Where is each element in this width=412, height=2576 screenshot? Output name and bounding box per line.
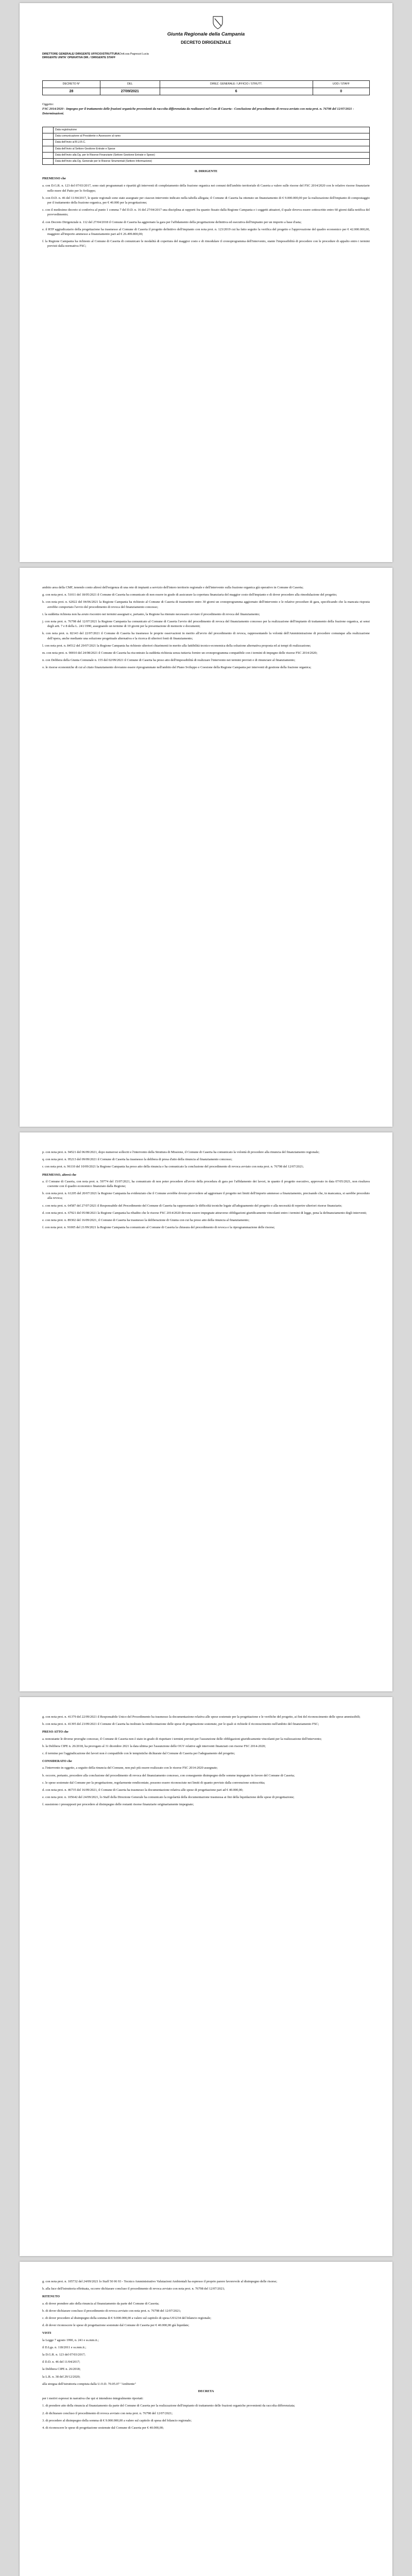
registration-row: Data comunicazione al Presidente o Assessore al ramo: [54, 133, 370, 140]
subject-text: FSC 2014/2020 - Impegno per il trattamento delle frazioni organiche provenienti da raccolta differenziata da realizzarsi nel Com di Caserta - Conclusione del procedimento di revoca avviato con nota prot. n. 76798 del 12/07/2021 - Determinazioni.: [42, 107, 354, 115]
paragraph: o. le risorse economiche di cui al citato finanziamento dovranno essere riprogrammate nell'ambito del Piano Sviluppo e Coesione della Regione Campania per interventi di gestione della frazione organica;: [42, 666, 312, 670]
section-heading: IL DIRIGENTE: [194, 170, 218, 173]
list-item: la D.G.R. n. 123 del 07/03/2017;: [42, 2353, 85, 2357]
paragraph: p. con nota prot. n. 94521 del 06/09/2021, dopo numerosi solleciti e l'intervento della Struttura di Missione, il Comune di Caserta ha comunicato la volontà di procedere alla rinuncia del finanziamento regionale;: [42, 1150, 320, 1154]
decree-header: UOD / STAFF: [313, 81, 369, 88]
paragraph: e. con nota prot. n. 105642 del 24/09/2021, lo Staff della Direzione Generale ha comunicato la regolarità della documentazione trasmessa ai fini della liquidazione delle spese di progettazione;: [42, 1795, 295, 1800]
paragraph: e. il RTP aggiudicatario della progettazione ha trasmesso al Comune di Caserta il progetto definitivo dell'impianto con nota prot. n. 123/2019 cui ha fatto seguito la verifica del progetto e l'approvazione del quadro economico per € 42.000.000,00, maggiore all'importo ammesso a finanziamento pari ad € 26.499.800,00;: [42, 227, 370, 236]
page1-body: [42, 169, 370, 251]
decree-heading: DECRETA: [198, 2389, 214, 2394]
decree-date: 27/09/2021: [100, 88, 160, 95]
paragraph: h. con nota prot. n. 41395 del 23/09/2021 il Comune di Caserta ha inoltrato la rendicontazione delle spese di progettazione sostenute, per le quali si richiede il riconoscimento nell'ambito del finanziamento FSC;: [42, 1722, 319, 1726]
paragraph: f. sussistono i presupposti per procedere al disimpegno delle restanti risorse finanziarie originariamente impegnate;: [42, 1803, 194, 1807]
decree-header: DEL: [100, 81, 160, 88]
list-item: il D.D. n. 46 del 11/04/2017;: [42, 2360, 80, 2364]
office-label: DIRIGENTE UNITA' OPERATIVA DIR. / DIRIGENTE STAFF: [42, 56, 116, 60]
paragraph: d. con nota prot. n. 46735 del 16/09/2021, il Comune di Caserta ha trasmesso la documentazione relativa alle spese di progettazione pari ad € 40.000,00;: [42, 1788, 244, 1792]
document-page-3: [20, 1132, 392, 1691]
paragraph: b. di dover dichiarare concluso il procedimento di revoca avviato con nota prot. n. 76798 del 12/07/2021;: [42, 2309, 181, 2313]
paragraph: c. di dover procedere al disimpegno della somma di € 9.000.000,00 a valere sul capitolo di spesa U01234 del bilancio regionale;: [42, 2316, 211, 2320]
paragraph: h. con nota prot. n. 62022 del 04/06/2021 la Regione Campania ha richiesto al Comune di Caserta di trasmettere entro 30 giorni un cronoprogramma aggiornato dell'intervento e le relative procedure di gara, specificando che la mancata risposta avrebbe comportato l'avvio del procedimento di revoca del finanziamento concesso;: [42, 600, 370, 609]
paragraph: b. con nota prot. n. 61205 del 20/07/2021 la Regione Campania ha evidenziato che il Comune avrebbe dovuto provvedere ad aggiornare il progetto nei limiti dell'importo ammesso a finanziamento, precisando che, in mancanza, si sarebbe proceduto alla revoca;: [42, 1192, 370, 1200]
subject-block: [42, 102, 370, 116]
section-label: RITENUTO: [42, 2295, 60, 2299]
subject-label: Oggetto:: [42, 103, 54, 106]
paragraph: f. la Regione Campania ha richiesto al Comune di Caserta di comunicare le modalità di copertura del maggior costo e di rimodulare il cronoprogramma dell'intervento, stante l'impossibilità di procedere con le procedure di appalto entro i termini previsti dalla normativa FSC;: [42, 240, 370, 248]
registration-row: Data dell'invio alla Dg. Generale per le Risorse Strumentali (Settore Informazione): [54, 159, 370, 165]
paragraph: d. di dover riconoscere le spese di progettazione sostenute dal Comune di Caserta per € 40.000,00 già liquidate;: [42, 2324, 190, 2328]
document-page-2: [20, 568, 392, 1127]
paragraph: alla stregua dell'istruttoria compiuta dalla U.O.D. 70.05.07 "Ambiente": [42, 2382, 136, 2386]
section-label: PREMESSO che: [42, 177, 66, 181]
section-label: PRESO ATTO che: [42, 1730, 68, 1734]
registration-row: Data dell'invio al B.U.R.C.: [54, 140, 370, 146]
paragraph: m. con nota prot. n. 90010 del 24/08/2021 il Comune di Caserta ha riscontrato la suddetta richiesta senza tuttavia fornire un cronoprogramma compatibile con i termini di impegno delle risorse FSC 2014/2020;: [42, 651, 318, 655]
registration-check: [43, 140, 54, 146]
document-page-1: [20, 3, 392, 562]
list-item: la Legge 7 agosto 1990, n. 241 e ss.mm.ii.;: [42, 2338, 99, 2342]
paragraph: c. con nota prot. n. 64587 del 27/07/2021 il Responsabile del Procedimento del Comune di Caserta ha rappresentato le difficoltà tecniche legate all'adeguamento del progetto e alla necessità di reperire ulteriori risorse finanziarie;: [42, 1204, 342, 1208]
office-value: Dott.ssa Pagnozzi Lucia: [119, 53, 149, 56]
paragraph: d. con nota prot. n. 67921 del 05/08/2021 la Regione Campania ha ribadito che le risorse FSC 2014/2020 devono essere impegnate attraverso obbligazioni giuridicamente vincolanti entro i termini di legge, pena la definanziamento degli interventi;: [42, 1211, 367, 1215]
section-label: PREMESSO, altresì che: [42, 1173, 77, 1177]
paragraph: c. il termine per l'aggiudicazione dei lavori non è compatibile con le tempistiche dichiarate dal Comune di Caserta per l'adeguamento del progetto;: [42, 1752, 235, 1756]
paragraph: a. di dover prendere atto della rinuncia al finanziamento da parte del Comune di Caserta;: [42, 2301, 159, 2306]
decree-number: 28: [43, 88, 100, 95]
decree-item: 3. di procedere al disimpegno della somma di € 9.000.000,00 a valere sul capitolo di spesa del bilancio regionale;: [42, 2418, 192, 2422]
paragraph: r. con nota prot. n. 96110 del 10/09/2021 la Regione Campania ha preso atto della rinuncia e ha comunicato la conclusione del procedimento di revoca avviato con nota prot. n. 76798 del 12/07/2021;: [42, 1165, 304, 1169]
paragraph: b. la Delibera CIPE n. 26/2018, ha prorogato al 31 dicembre 2021 la data ultima per l'assunzione delle OGV relative agli interventi finanziati con risorse FSC 2014-2020;: [42, 1744, 266, 1748]
paragraph: a. con D.G.R. n. 123 del 07/03/2017, sono stati programmati e ripartiti gli interventi di completamento della frazione organica nei comuni dell'ambito territoriale di Caserta a valere sulle risorse del FSC 2014/2020 con le relative risorse finanziarie nelle more del Patto per lo Sviluppo;: [42, 184, 370, 193]
list-item: la Delibera CIPE n. 26/2018;: [42, 2367, 81, 2371]
paragraph: per i motivi espressi in narrativa che qui si intendono integralmente riportati:: [42, 2397, 144, 2401]
paragraph: a. il Comune di Caserta, con nota prot. n. 59774 del 15/07/2021, ha comunicato di non poter procedere all'avvio della procedura di gara per l'affidamento dei lavori, in quanto il progetto esecutivo, approvato in data 07/05/2021, non risultava coerente con il quadro economico finanziato dalla Regione;: [42, 1179, 370, 1189]
registration-row: Data dell'invio al Settore Gestione Entrate e Spese: [54, 146, 370, 152]
page2-body: [42, 585, 370, 673]
page4-body: [42, 1715, 370, 1810]
offices-block: [42, 53, 248, 60]
registration-check: [43, 133, 54, 140]
document-page-5: [20, 2262, 392, 2576]
registration-row: Data dell'invio alla Dg. per le Risorse Finanziarie (Settore Gestione Entrate e Spese): [54, 152, 370, 158]
decree-header: DECRETO N°: [43, 81, 100, 88]
paragraph: j. con nota prot. n. 76798 del 12/07/2021 la Regione Campania ha comunicato al Comune di Caserta l'avvio del procedimento di revoca del finanziamento concesso per la realizzazione dell'impianto di trattamento della frazione organica, ai sensi degli artt. 7 e 8 della L. 241/1990, assegnando un termine di 10 giorni per la presentazione di memorie e documenti;: [42, 620, 370, 629]
paragraph: n. con Delibera della Giunta Comunale n. 155 del 02/09/2021 il Comune di Caserta ha preso atto dell'impossibilità di realizzare l'intervento nei termini previsti e di rinunciare al finanziamento;: [42, 658, 296, 663]
page3-body: [42, 1150, 370, 1232]
paragraph: b. occorre, pertanto, procedere alla conclusione del procedimento di revoca del finanziamento concesso, con conseguente disimpegno delle somme impegnate in favore del Comune di Caserta;: [42, 1773, 295, 1777]
paragraph: d. con Decreto Dirigenziale n. 112 del 27/04/2018 il Comune di Caserta ha aggiornato la gara per l'affidamento della progettazione definitiva ed esecutiva dell'impianto per un importo a base d'asta;: [42, 220, 302, 224]
paragraph: q. con nota prot. n. 95213 del 09/09/2021 il Comune di Caserta ha trasmesso la delibera di presa d'atto della rinuncia al finanziamento concesso;: [42, 1158, 232, 1162]
registration-check: [43, 159, 54, 165]
region-title: Giunta Regionale della Campania: [167, 31, 245, 37]
paragraph: b. con D.D. n. 46 del 11/04/2017, le quote regionali sono state assegnate per ciascun intervento indicato nella tabella allegata; il Comune di Caserta ha ottenuto un finanziamento di € 9.000.000,00 per la realizzazione dell'impianto di compostaggio per il trattamento della frazione organica, per € 40.000 per la progettazione;: [42, 196, 370, 205]
paragraph: k. con nota prot. n. 82143 del 22/07/2021 il Comune di Caserta ha trasmesso le proprie osservazioni in merito all'avvio del procedimento di revoca, rappresentando la volontà dell'Amministrazione di procedere comunque alla realizzazione dell'opera, anche mediante una soluzione progettuale alternativa e la ricerca di ulteriori fonti di finanziamento;: [42, 632, 370, 640]
paragraph: g. con nota prot. n. 51011 del 18/05/2021 il Comune di Caserta ha comunicato di non essere in grado di assicurare la copertura finanziaria del maggior costo dell'impianto e di dover procedere alla rimodulazione del progetto;: [42, 593, 337, 597]
paragraph: g. con nota prot. n. 41379 del 22/09/2021 il Responsabile Unico del Procedimento ha trasmesso la documentazione relativa alle spese sostenute per la progettazione e le verifiche del progetto, ai fini del riconoscimento delle spese ammissibili;: [42, 1715, 360, 1719]
registration-row: Data registrazione: [54, 127, 370, 133]
section-label: VISTI: [42, 2331, 52, 2335]
paragraph: c. le spese sostenute dal Comune per la progettazione, regolarmente rendicontate, possono essere riconosciute nei limiti di quanto previsto dalla convenzione sottoscritta;: [42, 1781, 265, 1785]
registration-table: [42, 127, 370, 165]
paragraph: g. con nota prot. n. 105732 del 24/09/2021 lo Staff 50 06 93 - Tecnico Amministrativo Valutazioni Ambientali ha espresso il proprio parere favorevole al disimpegno delle risorse;: [42, 2280, 278, 2283]
paragraph: l. con nota prot. n. 84512 del 29/07/2021 la Regione Campania ha richiesto ulteriori chiarimenti in merito alla fattibilità tecnico-economica della soluzione alternativa proposta ed ai tempi di realizzazione;: [42, 643, 311, 648]
paragraph: a. nonostante le diverse proroghe concesse, il Comune di Caserta non è stato in grado di rispettare i termini previsti per l'assunzione delle obbligazioni giuridicamente vincolanti per la realizzazione dell'intervento;: [42, 1737, 322, 1741]
page5-body: [42, 2279, 370, 2433]
document-page-4: [20, 1697, 392, 2256]
decree-item: 4. di riconoscere le spese di progettazione sostenute dal Comune di Caserta per € 40.000,00;: [42, 2426, 164, 2430]
office-label: DIRETTORE GENERALE/ DIRIGENTE UFFICIO/STRUTTURA: [42, 53, 119, 56]
decree-uod: 0: [313, 88, 369, 95]
paragraph: f. con nota prot. n. 91005 del 21/09/2021 la Regione Campania ha comunicato al Comune di Caserta la chiusura del procedimento di revoca e la riprogrammazione delle risorse;: [42, 1226, 275, 1230]
registration-check: [43, 152, 54, 158]
registration-check: [43, 146, 54, 152]
decree-info-table: [42, 80, 370, 95]
decree-item: 2. di dichiarare concluso il procedimento di revoca avviato con nota prot. n. 76798 del 12/07/2021;: [42, 2411, 173, 2415]
paragraph: c. con il medesimo decreto si conferiva al punto 1 comma 7 del D.D. n. 16 del 27/04/2017 una disciplina ai rapporti fra quanto fissato dalla Regione Campania e i soggetti attuatori, il quale doveva essere sottoscritto entro 60 giorni dalla notifica del provvedimento;: [42, 208, 370, 217]
paragraph: h. alla luce dell'istruttoria effettuata, occorre dichiarare concluso il procedimento di revoca avviato con nota prot. n. 76798 del 12/07/2021;: [42, 2287, 225, 2291]
decree-item: 1. di prendere atto della rinuncia al finanziamento da parte del Comune di Caserta per la realizzazione dell'impianto di trattamento delle frazioni organiche provenienti da raccolta differenziata;: [42, 2404, 295, 2408]
list-item: il D.Lgs. n. 118/2011 e ss.mm.ii.;: [42, 2345, 87, 2349]
paragraph: ambito area della CMF, tenendo conto altresì dell'esigenza di una rete di impianti a servizio dell'intero territorio regionale e dell'intervento sulla frazione organica già operativo in Comune di Caserta;: [42, 586, 303, 589]
decree-header: DIREZ. GENERALE / UFFICIO / STRUTT.: [160, 81, 313, 88]
section-label: CONSIDERATO che: [42, 1759, 72, 1764]
registration-check: [43, 127, 54, 133]
list-item: la L.R. n. 38 del 29/12/2020;: [42, 2375, 80, 2379]
decree-type: DECRETO DIRIGENZIALE: [181, 40, 231, 45]
paragraph: e. con nota prot. n. 89302 del 16/09/2021, il Comune di Caserta ha trasmesso la deliberazione di Giunta con cui ha preso atto della rinuncia al finanziamento;: [42, 1218, 250, 1223]
region-emblem-icon: [212, 15, 224, 30]
paragraph: a. l'intervento in oggetto, a seguito della rinuncia del Comune, non può più essere realizzato con le risorse FSC 2014-2020 assegnate;: [42, 1766, 218, 1770]
decree-direction: 6: [160, 88, 313, 95]
paragraph: i. la suddetta richiesta non ha avuto riscontro nei termini assegnati e, pertanto, la Regione ha ritenuto necessario avviare il procedimento di revoca del finanziamento;: [42, 612, 260, 616]
